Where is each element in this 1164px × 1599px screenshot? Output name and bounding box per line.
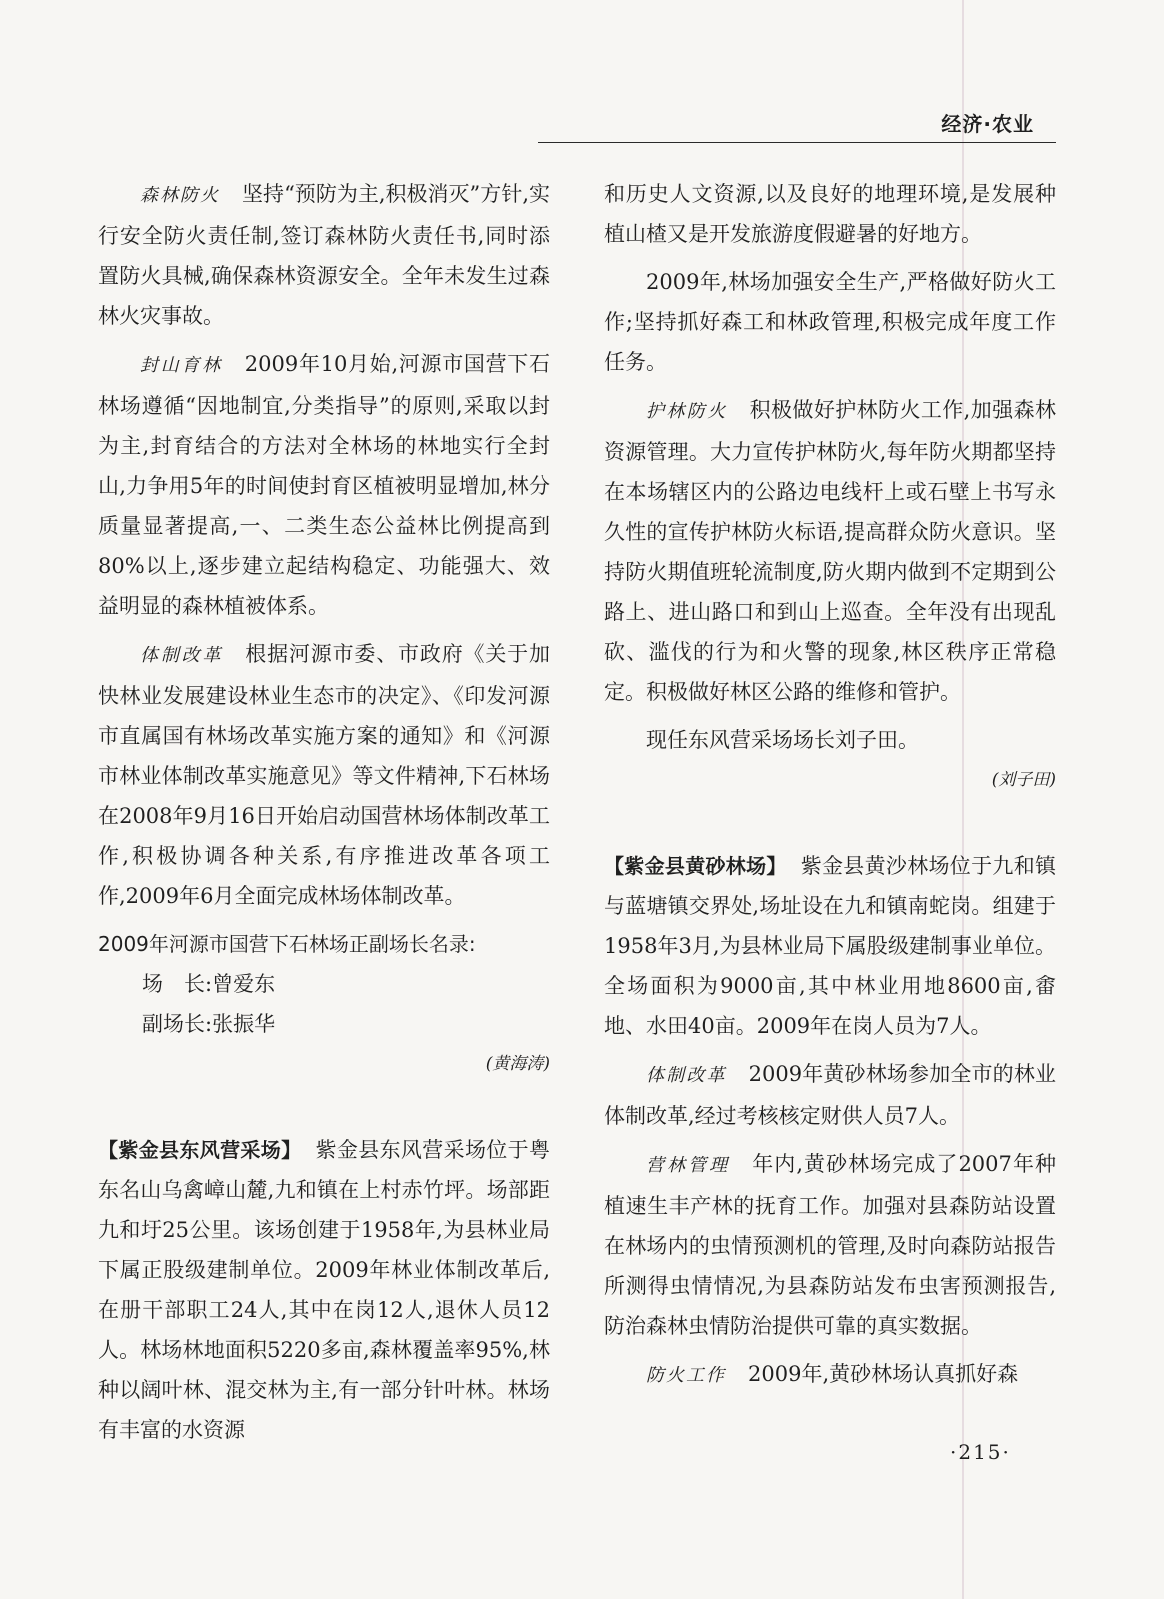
paragraph-forest-protection xyxy=(604,390,1056,712)
keyword-label: 防火工作 xyxy=(646,1365,726,1386)
paragraph-system-reform xyxy=(98,634,550,916)
paragraph-text: 2009年10月始,河源市国营下石林场遵循“因地制宜,分类指导”的原则,采取以封为主,封育结合的方法对全林场的林地实行全封山,力争用5年的时间使封育区植被明显增加,林分质量显著提高,一、二类生态公益林比例提高到80%以上,逐步建立起结构稳定、功能强大、效益明显的森林植被体系。 xyxy=(98,352,551,618)
left-column xyxy=(98,174,550,1450)
director-list-item xyxy=(98,964,550,1004)
author-credit: (黄海涛) xyxy=(485,1054,550,1074)
paragraph-text: 坚持“预防为主,积极消灭”方针,实行安全防火责任制,签订森林防火责任书,同时添置防火具械,确保森林资源安全。全年未发生过森林火灾事故。 xyxy=(98,182,551,328)
keyword-label: 体制改革 xyxy=(646,1065,727,1086)
entry-dongfengying xyxy=(98,1130,550,1450)
keyword-label: 营林管理 xyxy=(646,1155,731,1176)
paragraph-text: 根据河源市委、市政府《关于加快林业发展建设林业生态市的决定》、《印发河源市直属国有林场改革实施方案的通知》和《河源市林业体制改革实施意见》等文件精神,下石林场在2008年9月16日开始启动国营林场体制改革工作,积极协调各种关系,有序推进改革各项工作,2009年6月全面完成林场体制改革。 xyxy=(98,642,551,908)
paragraph-director: 现任东风营采场场长刘子田。 xyxy=(646,728,919,752)
paragraph-text: 积极做好护林防火工作,加强森林资源管理。大力宣传护林防火,每年防火期都坚持在本场辖区内的公路边电线杆上或石壁上书写永久性的宣传护林防火标语,提高群众防火意识。坚持防火期值班轮流制度,防火期内做到不定期到公路上、进山路口和到山上巡查。全年没有出现乱砍、滥伐的行为和火警的现象,林区秩序正常稳定。积极做好林区公路的维修和管护。 xyxy=(604,398,1056,704)
keyword-label: 体制改革 xyxy=(140,645,224,666)
entry-text: 紫金县东风营采场位于粤东名山乌禽嶂山麓,九和镇在上村赤竹坪。场部距九和圩25公里。该场创建于1958年,为县林业局下属正股级建制单位。2009年林业体制改革后,在册干部职工24人,其中在岗12人,退休人员12人。林场林地面积5220多亩,森林覆盖率95%,林种以阔叶林、混交林为主,有一部分针叶林。林场有丰富的水资源 xyxy=(98,1138,551,1442)
running-header xyxy=(538,100,1056,143)
director-role: 场 长: xyxy=(142,972,213,996)
paragraph-system-reform xyxy=(604,1054,1056,1136)
paragraph-closed-mountain xyxy=(98,344,550,626)
director-list-title: 2009年河源市国营下石林场正副场长名录: xyxy=(98,932,476,956)
paragraph-forest-fire xyxy=(98,174,550,336)
entry-title: 【紫金县东风营采场】 xyxy=(98,1138,302,1162)
right-column xyxy=(604,174,1056,1396)
paragraph-continuation: 和历史人文资源,以及良好的地理环境,是发展种植山楂又是开发旅游度假避暑的好地方。 xyxy=(604,182,1056,246)
director-name: 曾爱东 xyxy=(212,972,276,996)
section-title: 经济·农业 xyxy=(941,112,1034,136)
author-credit: (刘子田) xyxy=(991,770,1056,790)
entry-title: 【紫金县黄砂林场】 xyxy=(604,854,787,878)
paragraph-forest-management xyxy=(604,1144,1056,1346)
director-name: 张振华 xyxy=(212,1012,276,1036)
keyword-label: 护林防火 xyxy=(646,401,728,422)
director-list-item xyxy=(98,1004,550,1044)
paragraph-text: 2009年,黄砂林场认真抓好森 xyxy=(748,1362,1019,1386)
paragraph-fire-work xyxy=(604,1354,1056,1396)
keyword-label: 封山育林 xyxy=(140,355,223,376)
entry-huangsha xyxy=(604,846,1056,1046)
paragraph-text: 年内,黄砂林场完成了2007年种植速生丰产林的抚育工作。加强对县森防站设置在林场内的虫情预测机的管理,及时向森防站报告所测得虫情情况,为县森防站发布虫害预测报告,防治森林虫情防治提供可靠的真实数据。 xyxy=(604,1152,1056,1338)
director-role: 副场长: xyxy=(142,1012,213,1036)
paragraph-safety: 2009年,林场加强安全生产,严格做好防火工作;坚持抓好森工和林政管理,积极完成年度工作任务。 xyxy=(604,270,1056,374)
keyword-label: 森林防火 xyxy=(140,185,221,206)
entry-text: 紫金县黄沙林场位于九和镇与蓝塘镇交界处,场址设在九和镇南蛇岗。组建于1958年3月,为县林业局下属股级建制事业单位。全场面积为9000亩,其中林业用地8600亩,畬地、水田40亩。2009年在岗人员为7人。 xyxy=(604,854,1057,1038)
paragraph-text: 2009年黄砂林场参加全市的林业体制改革,经过考核核定财供人员7人。 xyxy=(604,1062,1056,1128)
page-number: ·215· xyxy=(950,1440,1011,1464)
